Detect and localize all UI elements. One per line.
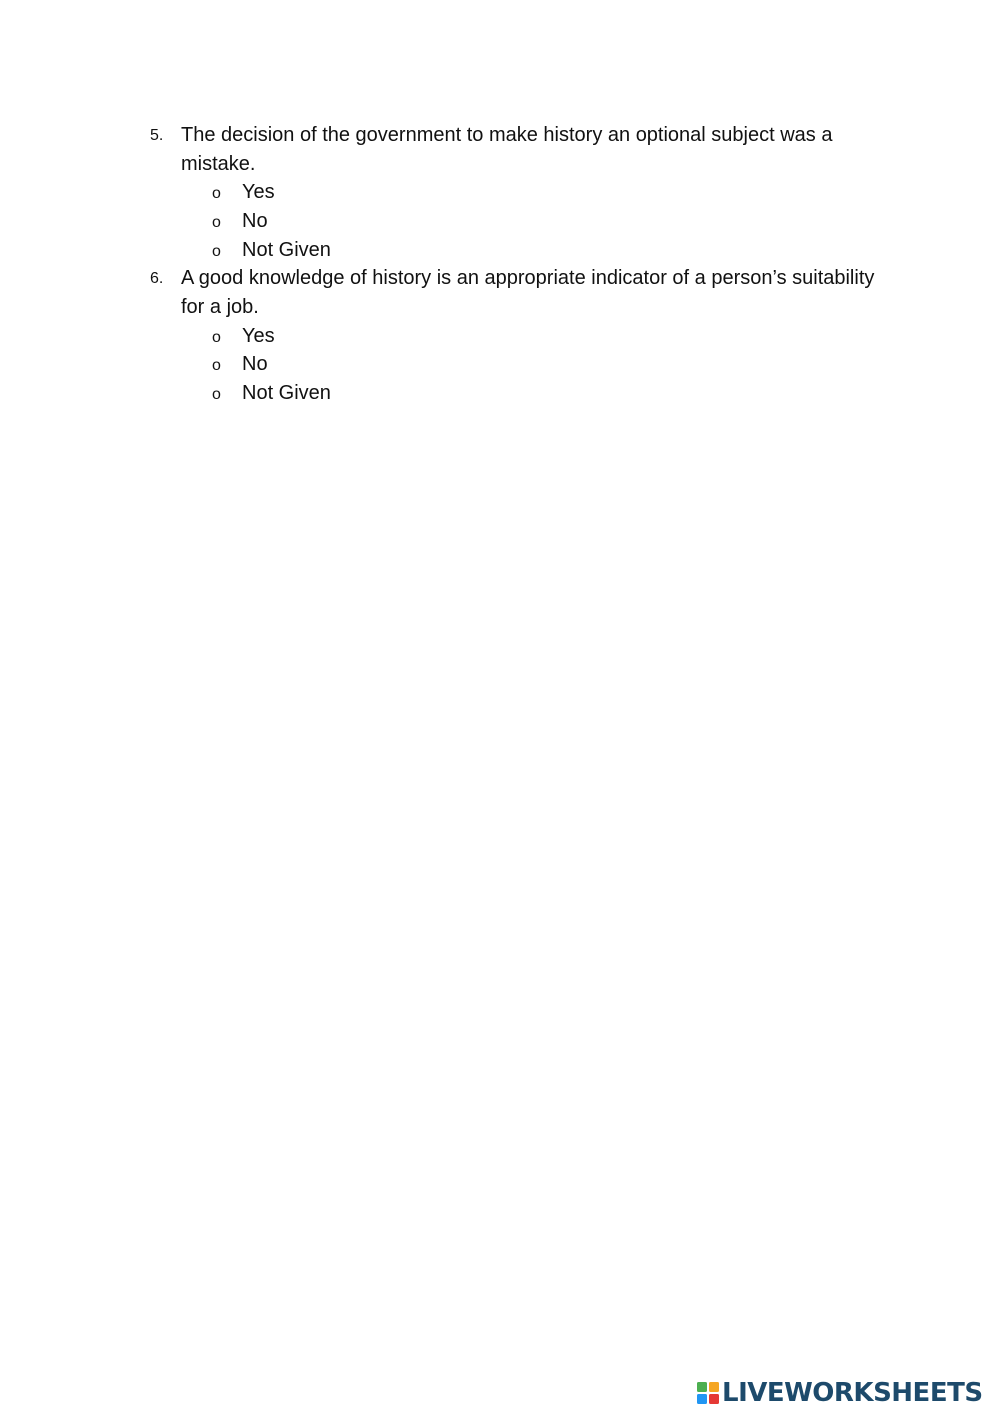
question-number: 6. bbox=[150, 270, 164, 287]
liveworksheets-logo bbox=[696, 1378, 996, 1408]
answer-option-not-given[interactable] bbox=[212, 379, 512, 408]
answer-option-yes[interactable] bbox=[212, 178, 512, 207]
option-label: Not Given bbox=[242, 382, 331, 404]
question-text: A good knowledge of history is an appropriate indicator of a person’s suitability for a job. bbox=[181, 267, 875, 318]
liveworksheets-logo-icon bbox=[696, 1381, 720, 1405]
answer-option-no[interactable] bbox=[212, 350, 512, 379]
option-bullet: o bbox=[212, 357, 221, 374]
option-label: Yes bbox=[242, 181, 275, 203]
option-bullet: o bbox=[212, 386, 221, 403]
answer-option-yes[interactable] bbox=[212, 322, 512, 351]
option-label: No bbox=[242, 353, 268, 375]
logo-wordmark: LIVEWORKSHEETS bbox=[722, 1378, 983, 1408]
question-text: The decision of the government to make history an optional subject was a mistake. bbox=[181, 124, 833, 175]
option-label: Yes bbox=[242, 325, 275, 347]
option-bullet: o bbox=[212, 243, 221, 260]
option-label: Not Given bbox=[242, 239, 331, 261]
option-bullet: o bbox=[212, 329, 221, 346]
option-bullet: o bbox=[212, 185, 221, 202]
answer-option-not-given[interactable] bbox=[212, 236, 512, 265]
option-label: No bbox=[242, 210, 268, 232]
question-number: 5. bbox=[150, 127, 164, 144]
answer-option-no[interactable] bbox=[212, 207, 512, 236]
option-bullet: o bbox=[212, 214, 221, 231]
